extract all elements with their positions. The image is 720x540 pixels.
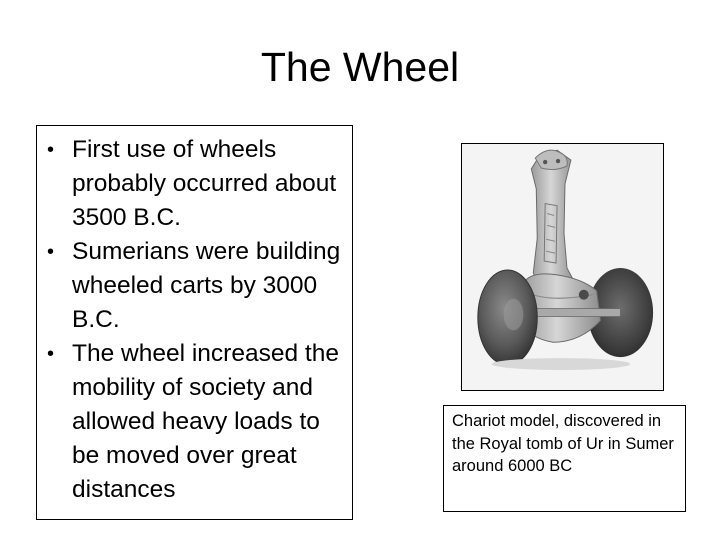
- chariot-photo: [461, 143, 664, 391]
- bullet-text: Sumerians were building wheeled carts by 3000 B.C.: [72, 238, 341, 333]
- bullet-icon: •: [47, 139, 55, 161]
- bullet-item: [47, 337, 348, 507]
- bullet-item: [47, 235, 348, 337]
- bullet-text-box: [36, 125, 353, 520]
- slide-title: The Wheel: [260, 44, 460, 90]
- bullet-icon: •: [47, 241, 55, 263]
- bullet-icon: •: [47, 343, 55, 365]
- bullet-text: First use of wheels probably occurred about 3500 B.C.: [72, 136, 337, 231]
- chariot-model-image: [462, 144, 663, 390]
- bullet-list: [47, 133, 348, 507]
- image-caption: Chariot model, discovered in the Royal tomb of Ur in Sumer around 6000 BC: [443, 405, 686, 512]
- bullet-item: [47, 133, 348, 235]
- bullet-text: The wheel increased the mobility of society and allowed heavy loads to be moved over great distances: [72, 340, 339, 503]
